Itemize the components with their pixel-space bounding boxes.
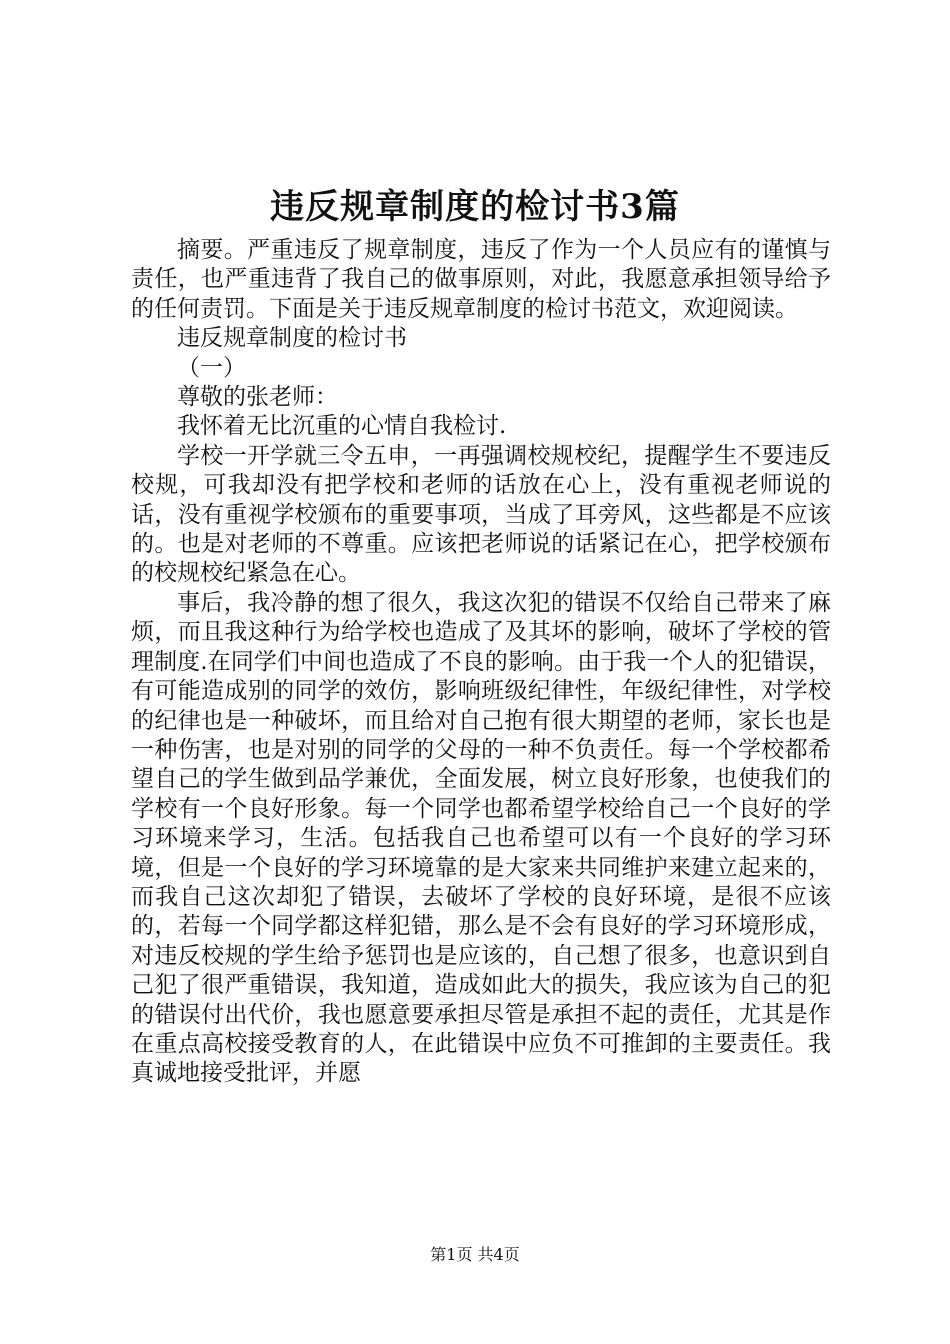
document-body (131, 236, 831, 1089)
body-paragraph: 事后，我冷静的想了很久，我这次犯的错误不仅给自己带来了麻烦，而且我这种行为给学校也造成了及其坏的影响，破坏了学校的管理制度.在同学们中间也造成了不良的影响。由于我一个人的犯错误，有可能造成别的同学的效仿，影响班级纪律性，年级纪律性，对学校的纪律也是一种破坏，而且给对自己抱有很大期望的老师，家长也是一种伤害，也是对别的同学的父母的一种不负责任。每一个学校都希望自己的学生做到品学兼优，全面发展，树立良好形象，也使我们的学校有一个良好形象。每一个同学也都希望学校给自己一个良好的学习环境来学习，生活。包括我自己也希望可以有一个良好的学习环境，但是一个良好的学习环境靠的是大家来共同维护来建立起来的，而我自己这次却犯了错误，去破坏了学校的良好环境，是很不应该的，若每一个同学都这样犯错，那么是不会有良好的学习环境形成，对违反校规的学生给予惩罚也是应该的，自己想了很多，也意识到自己犯了很严重错误，我知道，造成如此大的损失，我应该为自己的犯的错误付出代价，我也愿意要承担尽管是承担不起的责任，尤其是作在重点高校接受教育的人，在此错误中应负不可推卸的主要责任。我真诚地接受批评，并愿 (131, 589, 831, 1087)
body-paragraph: 我怀着无比沉重的心情自我检讨. (177, 413, 507, 440)
section-heading: 违反规章制度的检讨书 (177, 325, 407, 352)
document-title: 违反规章制度的检讨书3篇 (270, 187, 680, 227)
section-number: （一） (177, 354, 246, 381)
abstract-paragraph: 摘要。严重违反了规章制度，违反了作为一个人员应有的谨慎与责任，也严重违背了我自己的做事原则，对此，我愿意承担领导给予的任何责罚。下面是关于违反规章制度的检讨书范文，欢迎阅读。 (131, 237, 831, 322)
salutation: 尊敬的张老师： (177, 384, 338, 411)
page-number-footer: 第1页 共4页 (430, 1245, 520, 1264)
body-paragraph: 学校一开学就三令五申，一再强调校规校纪，提醒学生不要违反校规，可我却没有把学校和老师的话放在心上，没有重视老师说的话，没有重视学校颁布的重要事项，当成了耳旁风，这些都是不应该的。也是对老师的不尊重。应该把老师说的话紧记在心，把学校颁布的校规校纪紧急在心。 (131, 442, 831, 587)
